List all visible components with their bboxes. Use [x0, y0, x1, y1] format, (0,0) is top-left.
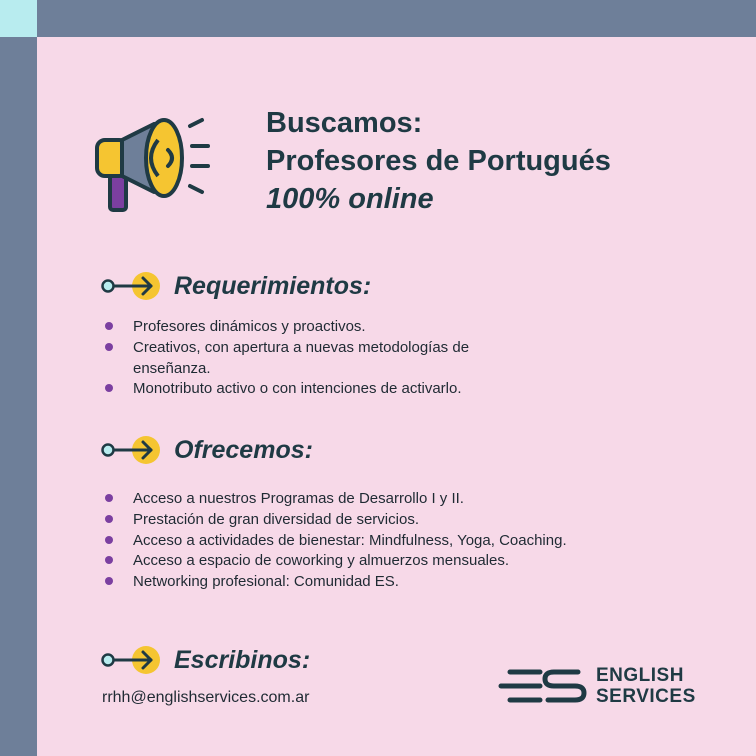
arrow-circle-icon [100, 269, 162, 303]
bullet-dot [105, 556, 113, 564]
bullet-dot [105, 515, 113, 523]
bullet-dot [105, 384, 113, 392]
list-item-text: Acceso a nuestros Programas de Desarrollo I y II. [133, 490, 464, 507]
contact-title: Escribinos: [174, 645, 311, 674]
list-item [105, 338, 469, 359]
requirements-heading [100, 269, 371, 303]
bullet-dot [105, 494, 113, 502]
headline [266, 104, 611, 218]
list-item [105, 317, 469, 338]
bullet-dot [105, 536, 113, 544]
contact-email-link[interactable]: rrhh@englishservices.com.ar [102, 689, 310, 706]
offers-heading [100, 433, 313, 467]
list-item-text: Profesores dinámicos y proactivos. [133, 318, 366, 335]
list-item [105, 379, 469, 400]
list-item-text: Acceso a espacio de coworking y almuerzos mensuales. [133, 552, 510, 570]
list-item-text: Prestación de gran diversidad de servicios. [133, 510, 419, 528]
logo-line-1: ENGLISH [596, 665, 684, 686]
arrow-circle-icon [100, 643, 162, 677]
list-item [105, 510, 567, 531]
list-item [105, 551, 567, 572]
bullet-dot [105, 322, 113, 330]
corner-accent [0, 0, 37, 37]
headline-line-1: Buscamos: [266, 107, 423, 139]
list-item [105, 489, 567, 510]
offers-list [105, 489, 567, 593]
offers-title: Ofrecemos: [174, 435, 313, 464]
headline-line-3: 100% online [266, 183, 434, 215]
list-item-continuation [105, 359, 469, 380]
english-services-logo [498, 664, 696, 708]
logo-wordmark [596, 665, 696, 707]
list-item [105, 572, 567, 593]
bullet-dot [105, 577, 113, 585]
list-item [105, 531, 567, 552]
list-item-text: Creativos, con apertura a nuevas metodologías de [133, 338, 470, 356]
requirements-list [105, 317, 469, 400]
requirements-title: Requerimientos: [174, 271, 372, 300]
list-item-text: Monotributo activo o con intenciones de activarlo. [133, 380, 462, 398]
bullet-dot [105, 343, 113, 351]
headline-line-2: Profesores de Portugués [266, 145, 611, 177]
list-item-text: Acceso a actividades de bienestar: Mindfulness, Yoga, Coaching. [133, 531, 567, 549]
list-item-text: Networking profesional: Comunidad ES. [133, 573, 399, 591]
logo-line-2: SERVICES [596, 686, 696, 707]
top-frame-bar [0, 0, 756, 37]
contact-heading [100, 643, 310, 677]
es-logo-mark-icon [498, 664, 590, 708]
list-item-text: enseñanza. [133, 359, 211, 377]
arrow-circle-icon [100, 433, 162, 467]
megaphone-icon [92, 110, 214, 216]
left-frame-bar [0, 0, 37, 756]
